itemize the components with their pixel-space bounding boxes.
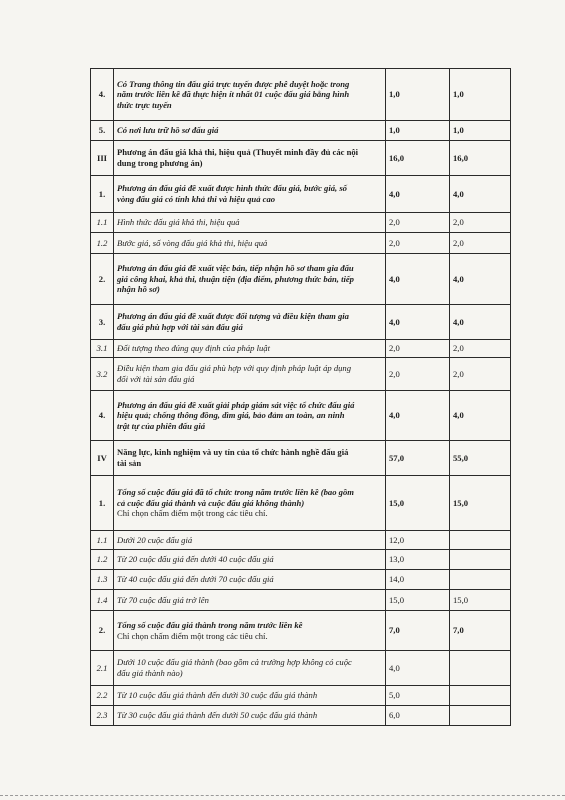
table-row <box>91 254 511 305</box>
awarded-score-cell <box>450 706 511 726</box>
awarded-score-cell <box>450 570 511 590</box>
table-row <box>91 305 511 340</box>
criterion-line: tài sản <box>117 458 142 468</box>
criterion-line: Phương án đấu giá đề xuất được hình thức đấu giá, bước giá, số <box>117 183 347 194</box>
table-row <box>91 121 511 141</box>
row-number: 1.4 <box>91 590 114 611</box>
criterion-content <box>114 391 386 441</box>
criterion-line: dung trong phương án) <box>117 158 203 168</box>
max-score-cell: 5,0 <box>386 686 450 706</box>
max-score-cell: 1,0 <box>386 69 450 121</box>
criterion-line: Từ 20 cuộc đấu giá đến dưới 40 cuộc đấu giá <box>117 554 274 565</box>
max-score-cell: 13,0 <box>386 550 450 570</box>
max-score-cell: 2,0 <box>386 213 450 233</box>
max-score-cell: 57,0 <box>386 441 450 476</box>
criterion-line: giá công khai, khả thi, thuận tiện (địa điểm, phương thức bán, tiếp <box>117 273 354 284</box>
table-row <box>91 358 511 391</box>
criterion-line: nhận hồ sơ) <box>117 284 160 295</box>
criterion-line: Có Trang thông tin đấu giá trực tuyến được phê duyệt hoặc trong <box>117 78 350 89</box>
criterion-line: đối với tài sản đấu giá <box>117 374 195 384</box>
criterion-content <box>114 305 386 340</box>
row-number: 3.1 <box>91 340 114 358</box>
criterion-line: năm trước liền kề đã thực hiện ít nhất 01 cuộc đấu giá bằng hình <box>117 89 350 100</box>
criterion-content <box>114 611 386 651</box>
max-score-cell: 4,0 <box>386 391 450 441</box>
max-score-cell: 16,0 <box>386 141 450 176</box>
table-row <box>91 69 511 121</box>
table-row <box>91 176 511 213</box>
max-score-cell: 2,0 <box>386 340 450 358</box>
awarded-score-cell: 2,0 <box>450 340 511 358</box>
criterion-content <box>114 570 386 590</box>
row-number: 2. <box>91 254 114 305</box>
awarded-score-cell: 1,0 <box>450 69 511 121</box>
awarded-score-cell: 4,0 <box>450 391 511 441</box>
scoring-table-body <box>91 69 511 726</box>
criterion-line: hiệu quả; chống thông đồng, dìm giá, bảo đảm an toàn, an ninh <box>117 410 345 421</box>
row-number: 1.3 <box>91 570 114 590</box>
max-score-cell: 15,0 <box>386 476 450 531</box>
criterion-content <box>114 69 386 121</box>
row-number: 1.1 <box>91 213 114 233</box>
criterion-line: Phương án đấu giá khả thi, hiệu quả (Thuyết minh đầy đủ các nội <box>117 147 359 158</box>
criterion-content <box>114 590 386 611</box>
awarded-score-cell: 2,0 <box>450 213 511 233</box>
criterion-line: Từ 40 cuộc đấu giá đến dưới 70 cuộc đấu giá <box>117 574 274 585</box>
awarded-score-cell: 1,0 <box>450 121 511 141</box>
table-row <box>91 550 511 570</box>
awarded-score-cell: 55,0 <box>450 441 511 476</box>
criterion-content <box>114 141 386 176</box>
awarded-score-cell: 2,0 <box>450 358 511 391</box>
max-score-cell: 4,0 <box>386 176 450 213</box>
criterion-content <box>114 686 386 706</box>
row-number: 2.3 <box>91 706 114 726</box>
criterion-content <box>114 340 386 358</box>
table-row <box>91 233 511 254</box>
awarded-score-cell: 4,0 <box>450 254 511 305</box>
criterion-line: Bước giá, số vòng đấu giá khả thi, hiệu quả <box>117 237 268 248</box>
table-row <box>91 391 511 441</box>
awarded-score-cell: 16,0 <box>450 141 511 176</box>
criterion-line: Từ 70 cuộc đấu giá trở lên <box>117 594 209 605</box>
table-row <box>91 590 511 611</box>
criterion-line: Tổng số cuộc đấu giá đã tổ chức trong năm trước liền kề (bao gồm <box>117 487 354 498</box>
row-number: 1.1 <box>91 531 114 550</box>
max-score-cell: 4,0 <box>386 254 450 305</box>
table-row <box>91 686 511 706</box>
row-number: 1. <box>91 176 114 213</box>
criterion-content <box>114 476 386 531</box>
criterion-content <box>114 651 386 686</box>
criterion-line: Phương án đấu giá đề xuất việc bán, tiếp nhận hồ sơ tham gia đấu <box>117 263 354 274</box>
criterion-line: Từ 30 cuộc đấu giá thành đến dưới 50 cuộc đấu giá thành <box>117 710 318 721</box>
criterion-content <box>114 233 386 254</box>
criterion-content <box>114 550 386 570</box>
criterion-content <box>114 441 386 476</box>
max-score-cell: 6,0 <box>386 706 450 726</box>
table-row <box>91 340 511 358</box>
awarded-score-cell: 7,0 <box>450 611 511 651</box>
row-number: III <box>91 141 114 176</box>
awarded-score-cell: 2,0 <box>450 233 511 254</box>
criterion-line: thức trực tuyến <box>117 99 172 110</box>
row-number: 5. <box>91 121 114 141</box>
max-score-cell: 4,0 <box>386 651 450 686</box>
max-score-cell: 2,0 <box>386 233 450 254</box>
criterion-line: Năng lực, kinh nghiệm và uy tín của tổ chức hành nghề đấu giá <box>117 447 349 458</box>
criterion-line: Có nơi lưu trữ hồ sơ đấu giá <box>117 125 219 136</box>
row-number: 1. <box>91 476 114 531</box>
scoring-table <box>90 68 511 726</box>
table-row <box>91 476 511 531</box>
criterion-line: đấu giá thành nào) <box>117 668 183 678</box>
criterion-content <box>114 176 386 213</box>
criterion-line: Điều kiện tham gia đấu giá phù hợp với quy định pháp luật áp dụng <box>117 363 352 374</box>
awarded-score-cell: 4,0 <box>450 176 511 213</box>
criterion-line: vòng đấu giá có tính khả thi và hiệu quả cao <box>117 194 276 204</box>
row-number: IV <box>91 441 114 476</box>
page-bottom-divider <box>0 795 565 796</box>
awarded-score-cell: 4,0 <box>450 305 511 340</box>
criterion-line: Dưới 20 cuộc đấu giá <box>117 534 193 545</box>
table-row <box>91 213 511 233</box>
criterion-line: Đối tượng theo đúng quy định của pháp luật <box>117 343 270 354</box>
criterion-line: Tổng số cuộc đấu giá thành trong năm trước liền kề <box>117 619 303 630</box>
awarded-score-cell <box>450 531 511 550</box>
criterion-content <box>114 213 386 233</box>
awarded-score-cell: 15,0 <box>450 476 511 531</box>
criterion-line: Từ 10 cuộc đấu giá thành đến dưới 30 cuộc đấu giá thành <box>117 690 318 701</box>
awarded-score-cell <box>450 686 511 706</box>
criterion-line: Phương án đấu giá đề xuất giải pháp giám sát việc tổ chức đấu giá <box>117 399 355 410</box>
table-row <box>91 441 511 476</box>
row-number: 2.2 <box>91 686 114 706</box>
table-row <box>91 611 511 651</box>
criterion-content <box>114 121 386 141</box>
criterion-content <box>114 254 386 305</box>
row-number: 3. <box>91 305 114 340</box>
row-number: 4. <box>91 391 114 441</box>
max-score-cell: 14,0 <box>386 570 450 590</box>
max-score-cell: 15,0 <box>386 590 450 611</box>
awarded-score-cell <box>450 651 511 686</box>
criterion-content <box>114 358 386 391</box>
criterion-line: cả cuộc đấu giá thành và cuộc đấu giá không thành) <box>117 497 305 508</box>
row-number: 1.2 <box>91 233 114 254</box>
criterion-line: trật tự của phiên đấu giá <box>117 420 205 431</box>
table-row <box>91 570 511 590</box>
max-score-cell: 7,0 <box>386 611 450 651</box>
table-row <box>91 706 511 726</box>
row-number: 2. <box>91 611 114 651</box>
criterion-line: đấu giá phù hợp với tài sản đấu giá <box>117 322 243 332</box>
criterion-line: Chỉ chọn chấm điểm một trong các tiêu chí. <box>117 630 268 641</box>
row-number: 3.2 <box>91 358 114 391</box>
criterion-line: Phương án đấu giá đề xuất được đối tượng và điều kiện tham gia <box>117 311 349 322</box>
awarded-score-cell: 15,0 <box>450 590 511 611</box>
row-number: 4. <box>91 69 114 121</box>
max-score-cell: 4,0 <box>386 305 450 340</box>
max-score-cell: 2,0 <box>386 358 450 391</box>
table-row <box>91 651 511 686</box>
criterion-content <box>114 706 386 726</box>
max-score-cell: 12,0 <box>386 531 450 550</box>
row-number: 1.2 <box>91 550 114 570</box>
criterion-line: Hình thức đấu giá khả thi, hiệu quả <box>117 217 240 228</box>
row-number: 2.1 <box>91 651 114 686</box>
criterion-line: Chỉ chọn chấm điểm một trong các tiêu chí. <box>117 508 268 519</box>
table-row <box>91 531 511 550</box>
criterion-content <box>114 531 386 550</box>
table-row <box>91 141 511 176</box>
awarded-score-cell <box>450 550 511 570</box>
criterion-line: Dưới 10 cuộc đấu giá thành (bao gồm cả trường hợp không có cuộc <box>117 657 352 668</box>
max-score-cell: 1,0 <box>386 121 450 141</box>
